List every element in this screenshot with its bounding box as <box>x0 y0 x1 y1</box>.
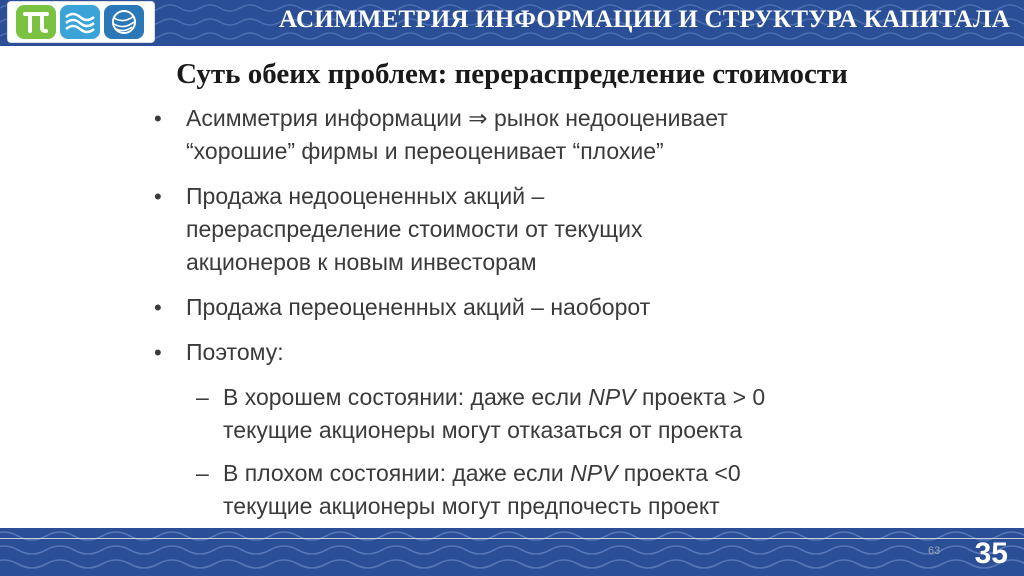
sub-bullet-text-line: текущие акционеры могут предпочесть проект <box>223 493 720 519</box>
sub-bullet-text: В плохом состоянии: даже если <box>223 460 571 486</box>
bullet-dot: • <box>154 295 162 320</box>
slide-number-small: 63 <box>928 545 941 557</box>
sub-bullet-text-line: текущие акционеры могут отказаться от проекта <box>223 417 743 443</box>
bullet-item <box>150 336 910 369</box>
header-band <box>0 0 1024 46</box>
sub-bullet-text-line <box>223 457 910 490</box>
slide-title: Суть обеих проблем: перераспределение стоимости <box>176 58 848 90</box>
waves-logo-icon <box>60 5 100 39</box>
sub-bullet-item <box>150 381 910 447</box>
sub-bullet-dash: – <box>196 384 209 410</box>
bullet-text-line: “хорошие” фирмы и переоценивает “плохие” <box>186 138 664 164</box>
bullet-text-line: Поэтому: <box>186 339 284 365</box>
bullet-text-line: Асимметрия информации ⇒ рынок недооценивает <box>186 105 728 131</box>
bullet-text-line: акционеров к новым инвесторам <box>186 249 537 275</box>
sub-bullet-text: проекта <0 <box>617 460 741 486</box>
bullet-item <box>150 102 910 168</box>
bullet-item <box>150 291 910 324</box>
bullet-item <box>150 180 910 279</box>
sub-bullet-dash: – <box>196 460 209 486</box>
footer-band <box>0 528 1024 576</box>
logo[interactable] <box>8 2 154 42</box>
bullet-dot: • <box>154 184 162 209</box>
sub-bullet-text-line <box>223 381 910 414</box>
bullet-dot: • <box>154 106 162 131</box>
bullet-dot: • <box>154 340 162 365</box>
globe-logo-icon <box>104 5 144 39</box>
footer-divider <box>0 538 1024 539</box>
npv-term: NPV <box>570 460 618 486</box>
footer-wave-pattern <box>0 528 1024 576</box>
bullet-text-line: Продажа недооцененных акций – <box>186 183 545 209</box>
sub-bullet-text: проекта > 0 <box>635 384 766 410</box>
npv-term: NPV <box>588 384 636 410</box>
bullet-list <box>150 102 910 533</box>
bullet-text-line: перераспределение стоимости от текущих <box>186 216 643 242</box>
pi-logo-icon <box>16 5 56 39</box>
page-number: 35 <box>974 537 1008 570</box>
sub-bullet-text: В хорошем состоянии: даже если <box>223 384 589 410</box>
header-title: АСИММЕТРИЯ ИНФОРМАЦИИ И СТРУКТУРА КАПИТАЛА <box>279 6 1010 33</box>
bullet-text-line: Продажа переоцененных акций – наоборот <box>186 294 651 320</box>
sub-bullet-item <box>150 457 910 523</box>
